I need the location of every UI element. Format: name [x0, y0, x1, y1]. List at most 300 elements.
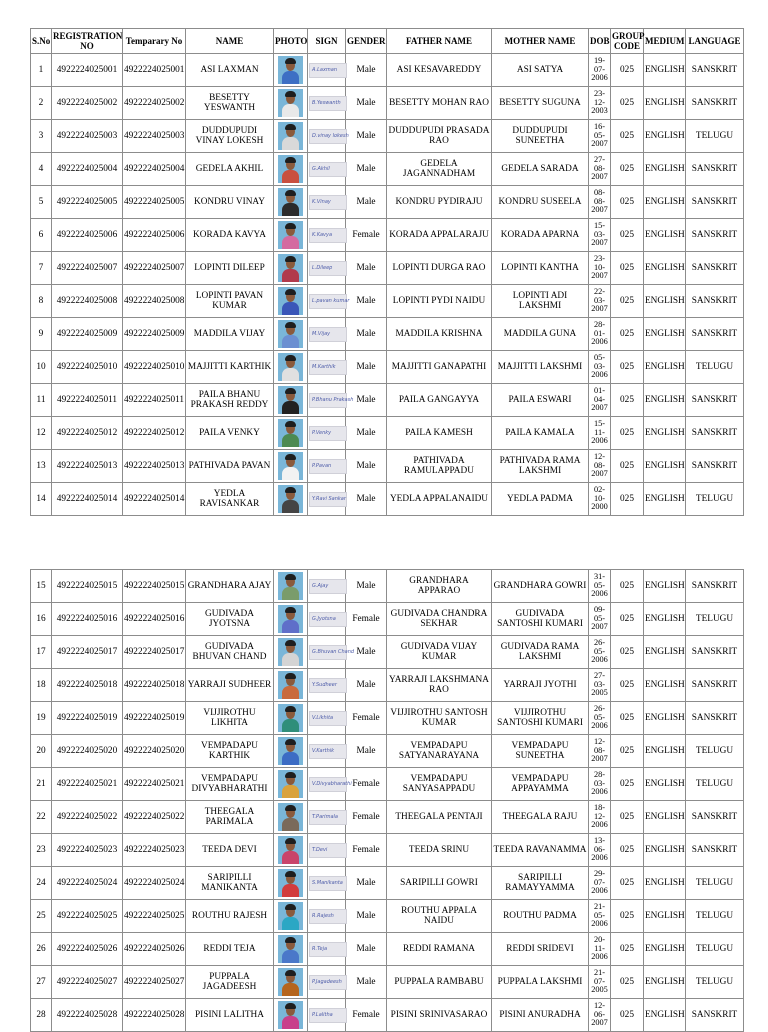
temporary-no-cell: 4922224025003: [123, 120, 186, 153]
group-code-cell: 025: [611, 483, 644, 516]
sno-cell: 15: [31, 570, 52, 603]
name-cell: TEEDA DEVI: [186, 834, 274, 867]
table-row: [31, 636, 744, 669]
dob-cell: 21-05-2006: [589, 900, 611, 933]
language-cell: SANSKRIT: [686, 252, 744, 285]
dob-cell: 28-01-2006: [589, 318, 611, 351]
medium-cell: ENGLISH: [644, 318, 686, 351]
photo-cell: [274, 219, 308, 252]
student-photo: [278, 122, 303, 150]
registration-no-cell: 4922224025022: [52, 801, 123, 834]
dob-cell: 27-03-2005: [589, 669, 611, 702]
signature-text: V.Karthik: [312, 747, 335, 754]
medium-cell: ENGLISH: [644, 186, 686, 219]
dob-cell: 21-07-2005: [589, 966, 611, 999]
student-signature: [309, 327, 347, 342]
gender-cell: Male: [346, 636, 387, 669]
student-signature: [309, 459, 347, 474]
registration-no-cell: 4922224025015: [52, 570, 123, 603]
medium-cell: ENGLISH: [644, 384, 686, 417]
medium-cell: ENGLISH: [644, 483, 686, 516]
gender-cell: Male: [346, 252, 387, 285]
gender-cell: Male: [346, 186, 387, 219]
medium-cell: ENGLISH: [644, 900, 686, 933]
gender-cell: Male: [346, 384, 387, 417]
group-code-cell: 025: [611, 900, 644, 933]
registration-no-cell: 4922224025016: [52, 603, 123, 636]
group-code-cell: 025: [611, 999, 644, 1032]
header-father-name: FATHER NAME: [387, 29, 492, 54]
name-cell: LOPINTI PAVAN KUMAR: [186, 285, 274, 318]
student-photo: [278, 188, 303, 216]
student-table-2: [30, 569, 744, 1032]
sign-cell: [308, 867, 346, 900]
gender-cell: Male: [346, 120, 387, 153]
gender-cell: Male: [346, 570, 387, 603]
student-photo: [278, 605, 303, 633]
sno-cell: 3: [31, 120, 52, 153]
dob-cell: 22-03-2007: [589, 285, 611, 318]
sign-cell: [308, 87, 346, 120]
temporary-no-cell: 4922224025007: [123, 252, 186, 285]
temporary-no-cell: 4922224025012: [123, 417, 186, 450]
language-cell: SANSKRIT: [686, 834, 744, 867]
temporary-no-cell: 4922224025016: [123, 603, 186, 636]
mother-name-cell: MAJJITTI LAKSHMI: [492, 351, 589, 384]
student-photo: [278, 803, 303, 831]
name-cell: KONDRU VINAY: [186, 186, 274, 219]
student-photo: [278, 671, 303, 699]
language-cell: TELUGU: [686, 483, 744, 516]
father-name-cell: PUPPALA RAMBABU: [387, 966, 492, 999]
sign-cell: [308, 384, 354, 417]
table-row: [31, 450, 744, 483]
language-cell: TELUGU: [686, 603, 744, 636]
header-language: LANGUAGE: [686, 29, 744, 54]
sno-cell: 12: [31, 417, 52, 450]
registration-no-cell: 4922224025002: [52, 87, 123, 120]
gender-cell: Male: [346, 933, 387, 966]
group-code-cell: 025: [611, 702, 644, 735]
table-row: [31, 120, 744, 153]
signature-text: G.Ajay: [312, 582, 329, 589]
language-cell: SANSKRIT: [686, 417, 744, 450]
student-signature: [309, 1008, 347, 1023]
signature-text: Y.Ravi Sankar: [312, 495, 346, 502]
student-photo: [278, 56, 303, 84]
student-photo: [278, 386, 303, 414]
signature-text: L.pavan kumar: [312, 297, 350, 304]
registration-no-cell: 4922224025011: [52, 384, 123, 417]
registration-no-cell: 4922224025020: [52, 735, 123, 768]
temporary-no-cell: 4922224025013: [123, 450, 186, 483]
gender-cell: Male: [346, 285, 387, 318]
medium-cell: ENGLISH: [644, 450, 686, 483]
group-code-cell: 025: [611, 384, 644, 417]
header-dob: DOB: [589, 29, 611, 54]
sign-cell: [308, 351, 346, 384]
table-row: [31, 603, 744, 636]
father-name-cell: DUDDUPUDI PRASADA RAO: [387, 120, 492, 153]
student-signature: [309, 96, 347, 111]
name-cell: KORADA KAVYA: [186, 219, 274, 252]
group-code-cell: 025: [611, 54, 644, 87]
header-group-code: GROUP CODE: [611, 29, 644, 54]
group-code-cell: 025: [611, 351, 644, 384]
father-name-cell: GUDIVADA CHANDRA SEKHAR: [387, 603, 492, 636]
table-row: [31, 834, 744, 867]
mother-name-cell: THEEGALA RAJU: [492, 801, 589, 834]
student-photo: [278, 638, 303, 666]
language-cell: TELUGU: [686, 933, 744, 966]
sno-cell: 16: [31, 603, 52, 636]
registration-no-cell: 4922224025013: [52, 450, 123, 483]
student-signature: [309, 426, 347, 441]
group-code-cell: 025: [611, 450, 644, 483]
student-signature: [309, 612, 347, 627]
table-row: [31, 933, 744, 966]
table-row: [31, 351, 744, 384]
language-cell: TELUGU: [686, 900, 744, 933]
language-cell: TELUGU: [686, 768, 744, 801]
name-cell: MADDILA VIJAY: [186, 318, 274, 351]
photo-cell: [274, 285, 308, 318]
dob-cell: 26-05-2006: [589, 702, 611, 735]
name-cell: DUDDUPUDI VINAY LOKESH: [186, 120, 274, 153]
photo-cell: [274, 702, 308, 735]
table-row: [31, 768, 744, 801]
dob-cell: 18-12-2006: [589, 801, 611, 834]
dob-cell: 12-06-2007: [589, 999, 611, 1032]
sign-cell: [308, 966, 346, 999]
student-photo: [278, 353, 303, 381]
name-cell: YARRAJI SUDHEER: [186, 669, 274, 702]
medium-cell: ENGLISH: [644, 834, 686, 867]
group-code-cell: 025: [611, 603, 644, 636]
mother-name-cell: ASI SATYA: [492, 54, 589, 87]
student-signature: [309, 744, 347, 759]
name-cell: LOPINTI DILEEP: [186, 252, 274, 285]
student-photo: [278, 287, 303, 315]
registration-no-cell: 4922224025018: [52, 669, 123, 702]
registration-no-cell: 4922224025005: [52, 186, 123, 219]
photo-cell: [274, 933, 308, 966]
mother-name-cell: VIJJIROTHU SANTOSHI KUMARI: [492, 702, 589, 735]
sign-cell: [308, 219, 346, 252]
group-code-cell: 025: [611, 867, 644, 900]
group-code-cell: 025: [611, 285, 644, 318]
father-name-cell: THEEGALA PENTAJI: [387, 801, 492, 834]
sign-cell: [308, 768, 352, 801]
dob-cell: 12-08-2007: [589, 450, 611, 483]
father-name-cell: REDDI RAMANA: [387, 933, 492, 966]
student-signature: [309, 810, 347, 825]
name-cell: REDDI TEJA: [186, 933, 274, 966]
sno-cell: 6: [31, 219, 52, 252]
language-cell: SANSKRIT: [686, 702, 744, 735]
student-signature: [309, 678, 347, 693]
name-cell: VIJJIROTHU LIKHITA: [186, 702, 274, 735]
group-code-cell: 025: [611, 153, 644, 186]
temporary-no-cell: 4922224025027: [123, 966, 186, 999]
gender-cell: Female: [346, 702, 387, 735]
table-row: [31, 186, 744, 219]
registration-no-cell: 4922224025012: [52, 417, 123, 450]
student-signature: [309, 63, 347, 78]
mother-name-cell: KORADA APARNA: [492, 219, 589, 252]
registration-no-cell: 4922224025025: [52, 900, 123, 933]
photo-cell: [274, 153, 308, 186]
name-cell: PUPPALA JAGADEESH: [186, 966, 274, 999]
student-signature: [309, 228, 347, 243]
sno-cell: 23: [31, 834, 52, 867]
student-signature: [309, 579, 347, 594]
signature-text: T.Parimala: [312, 813, 338, 820]
language-cell: SANSKRIT: [686, 384, 744, 417]
table-row: [31, 252, 744, 285]
signature-text: P.Pavan: [312, 462, 332, 469]
gender-cell: Female: [346, 219, 387, 252]
student-photo: [278, 572, 303, 600]
medium-cell: ENGLISH: [644, 669, 686, 702]
photo-cell: [274, 252, 308, 285]
table-row: [31, 384, 744, 417]
sno-cell: 18: [31, 669, 52, 702]
table-body: [31, 54, 744, 516]
temporary-no-cell: 4922224025002: [123, 87, 186, 120]
photo-cell: [274, 351, 308, 384]
photo-cell: [274, 669, 308, 702]
student-signature: [309, 360, 347, 375]
student-photo: [278, 836, 303, 864]
language-cell: TELUGU: [686, 867, 744, 900]
dob-cell: 31-05-2006: [589, 570, 611, 603]
gender-cell: Male: [346, 417, 387, 450]
registration-no-cell: 4922224025021: [52, 768, 123, 801]
student-signature: [309, 195, 347, 210]
dob-cell: 02-10-2000: [589, 483, 611, 516]
group-code-cell: 025: [611, 318, 644, 351]
sign-cell: [308, 570, 346, 603]
student-photo: [278, 452, 303, 480]
photo-cell: [274, 735, 308, 768]
temporary-no-cell: 4922224025020: [123, 735, 186, 768]
group-code-cell: 025: [611, 801, 644, 834]
sno-cell: 20: [31, 735, 52, 768]
dob-cell: 29-07-2006: [589, 867, 611, 900]
student-photo: [278, 419, 303, 447]
header-photo: PHOTO: [274, 29, 308, 54]
medium-cell: ENGLISH: [644, 351, 686, 384]
photo-cell: [274, 54, 308, 87]
student-photo: [278, 902, 303, 930]
language-cell: SANSKRIT: [686, 87, 744, 120]
student-signature: [309, 876, 347, 891]
group-code-cell: 025: [611, 186, 644, 219]
dob-cell: 13-06-2006: [589, 834, 611, 867]
student-signature: [309, 942, 347, 957]
dob-cell: 28-03-2006: [589, 768, 611, 801]
name-cell: PAILA BHANU PRAKASH REDDY: [186, 384, 274, 417]
dob-cell: 01-04-2007: [589, 384, 611, 417]
mother-name-cell: MADDILA GUNA: [492, 318, 589, 351]
gender-cell: Female: [346, 834, 387, 867]
table-row: [31, 966, 744, 999]
father-name-cell: GUDIVADA VIJAY KUMAR: [387, 636, 492, 669]
header-mother-name: MOTHER NAME: [492, 29, 589, 54]
sign-cell: [308, 483, 346, 516]
mother-name-cell: TEEDA RAVANAMMA: [492, 834, 589, 867]
sno-cell: 8: [31, 285, 52, 318]
photo-cell: [274, 801, 308, 834]
student-photo: [278, 869, 303, 897]
language-cell: SANSKRIT: [686, 219, 744, 252]
father-name-cell: KORADA APPALARAJU: [387, 219, 492, 252]
registration-no-cell: 4922224025004: [52, 153, 123, 186]
medium-cell: ENGLISH: [644, 999, 686, 1032]
sign-cell: [308, 54, 346, 87]
mother-name-cell: BESETTY SUGUNA: [492, 87, 589, 120]
photo-cell: [274, 450, 308, 483]
table-row: [31, 54, 744, 87]
sign-cell: [308, 669, 346, 702]
sign-cell: [308, 120, 349, 153]
student-signature: [309, 711, 347, 726]
photo-cell: [274, 483, 308, 516]
signature-text: R.Teja: [312, 945, 328, 952]
dob-cell: 12-08-2007: [589, 735, 611, 768]
temporary-no-cell: 4922224025010: [123, 351, 186, 384]
father-name-cell: GRANDHARA APPARAO: [387, 570, 492, 603]
temporary-no-cell: 4922224025006: [123, 219, 186, 252]
name-cell: GUDIVADA BHUVAN CHAND: [186, 636, 274, 669]
header-gender: GENDER: [346, 29, 387, 54]
name-cell: ROUTHU RAJESH: [186, 900, 274, 933]
temporary-no-cell: 4922224025009: [123, 318, 186, 351]
father-name-cell: YEDLA APPALANAIDU: [387, 483, 492, 516]
photo-cell: [274, 384, 308, 417]
registration-no-cell: 4922224025001: [52, 54, 123, 87]
signature-text: L.Dileep: [312, 264, 333, 271]
dob-cell: 20-11-2006: [589, 933, 611, 966]
medium-cell: ENGLISH: [644, 603, 686, 636]
father-name-cell: BESETTY MOHAN RAO: [387, 87, 492, 120]
photo-cell: [274, 867, 308, 900]
student-signature: [309, 975, 347, 990]
name-cell: VEMPADAPU KARTHIK: [186, 735, 274, 768]
table-row: [31, 285, 744, 318]
name-cell: GRANDHARA AJAY: [186, 570, 274, 603]
medium-cell: ENGLISH: [644, 735, 686, 768]
student-signature: [309, 645, 355, 660]
sno-cell: 26: [31, 933, 52, 966]
student-photo: [278, 1001, 303, 1029]
father-name-cell: MAJJITTI GANAPATHI: [387, 351, 492, 384]
language-cell: SANSKRIT: [686, 54, 744, 87]
mother-name-cell: PATHIVADA RAMA LAKSHMI: [492, 450, 589, 483]
signature-text: M.Vijay: [312, 330, 331, 337]
temporary-no-cell: 4922224025008: [123, 285, 186, 318]
dob-cell: 15-03-2007: [589, 219, 611, 252]
father-name-cell: KONDRU PYDIRAJU: [387, 186, 492, 219]
table-row: [31, 669, 744, 702]
father-name-cell: PISINI SRINIVASARAO: [387, 999, 492, 1032]
photo-cell: [274, 768, 308, 801]
signature-text: V.Likhita: [312, 714, 334, 721]
father-name-cell: YARRAJI LAKSHMANA RAO: [387, 669, 492, 702]
mother-name-cell: GUDIVADA SANTOSHI KUMARI: [492, 603, 589, 636]
name-cell: PISINI LALITHA: [186, 999, 274, 1032]
sno-cell: 10: [31, 351, 52, 384]
sno-cell: 21: [31, 768, 52, 801]
student-signature: [309, 909, 347, 924]
sno-cell: 9: [31, 318, 52, 351]
group-code-cell: 025: [611, 768, 644, 801]
table-row: [31, 900, 744, 933]
photo-cell: [274, 999, 308, 1032]
father-name-cell: PAILA GANGAYYA: [387, 384, 492, 417]
student-signature: [309, 294, 350, 309]
sign-cell: [308, 186, 346, 219]
name-cell: GEDELA AKHIL: [186, 153, 274, 186]
student-photo: [278, 485, 303, 513]
mother-name-cell: KONDRU SUSEELA: [492, 186, 589, 219]
language-cell: TELUGU: [686, 966, 744, 999]
temporary-no-cell: 4922224025005: [123, 186, 186, 219]
group-code-cell: 025: [611, 252, 644, 285]
mother-name-cell: LOPINTI ADI LAKSHMI: [492, 285, 589, 318]
father-name-cell: VEMPADAPU SANYASAPPADU: [387, 768, 492, 801]
student-signature: [309, 843, 347, 858]
sno-cell: 25: [31, 900, 52, 933]
student-photo: [278, 704, 303, 732]
table-body: [31, 570, 744, 1032]
mother-name-cell: VEMPADAPU SUNEETHA: [492, 735, 589, 768]
signature-text: P.Jagadeesh: [312, 978, 342, 985]
dob-cell: 27-08-2007: [589, 153, 611, 186]
group-code-cell: 025: [611, 834, 644, 867]
mother-name-cell: PISINI ANURADHA: [492, 999, 589, 1032]
photo-cell: [274, 636, 308, 669]
student-signature: [309, 777, 352, 792]
mother-name-cell: YARRAJI JYOTHI: [492, 669, 589, 702]
registration-no-cell: 4922224025003: [52, 120, 123, 153]
sno-cell: 13: [31, 450, 52, 483]
name-cell: THEEGALA PARIMALA: [186, 801, 274, 834]
temporary-no-cell: 4922224025001: [123, 54, 186, 87]
sign-cell: [308, 450, 346, 483]
name-cell: SARIPILLI MANIKANTA: [186, 867, 274, 900]
father-name-cell: PATHIVADA RAMULAPPADU: [387, 450, 492, 483]
registration-no-cell: 4922224025023: [52, 834, 123, 867]
registration-no-cell: 4922224025017: [52, 636, 123, 669]
sign-cell: [308, 417, 346, 450]
signature-text: D.vinay lokesh: [312, 132, 349, 139]
registration-no-cell: 4922224025010: [52, 351, 123, 384]
signature-text: A.Laxman: [312, 66, 338, 73]
medium-cell: ENGLISH: [644, 966, 686, 999]
table-row: [31, 153, 744, 186]
registration-no-cell: 4922224025006: [52, 219, 123, 252]
medium-cell: ENGLISH: [644, 702, 686, 735]
registration-no-cell: 4922224025027: [52, 966, 123, 999]
gender-cell: Male: [346, 966, 387, 999]
dob-cell: 08-08-2007: [589, 186, 611, 219]
signature-text: S.Manikanta: [312, 879, 343, 886]
language-cell: TELUGU: [686, 351, 744, 384]
registration-no-cell: 4922224025026: [52, 933, 123, 966]
group-code-cell: 025: [611, 636, 644, 669]
